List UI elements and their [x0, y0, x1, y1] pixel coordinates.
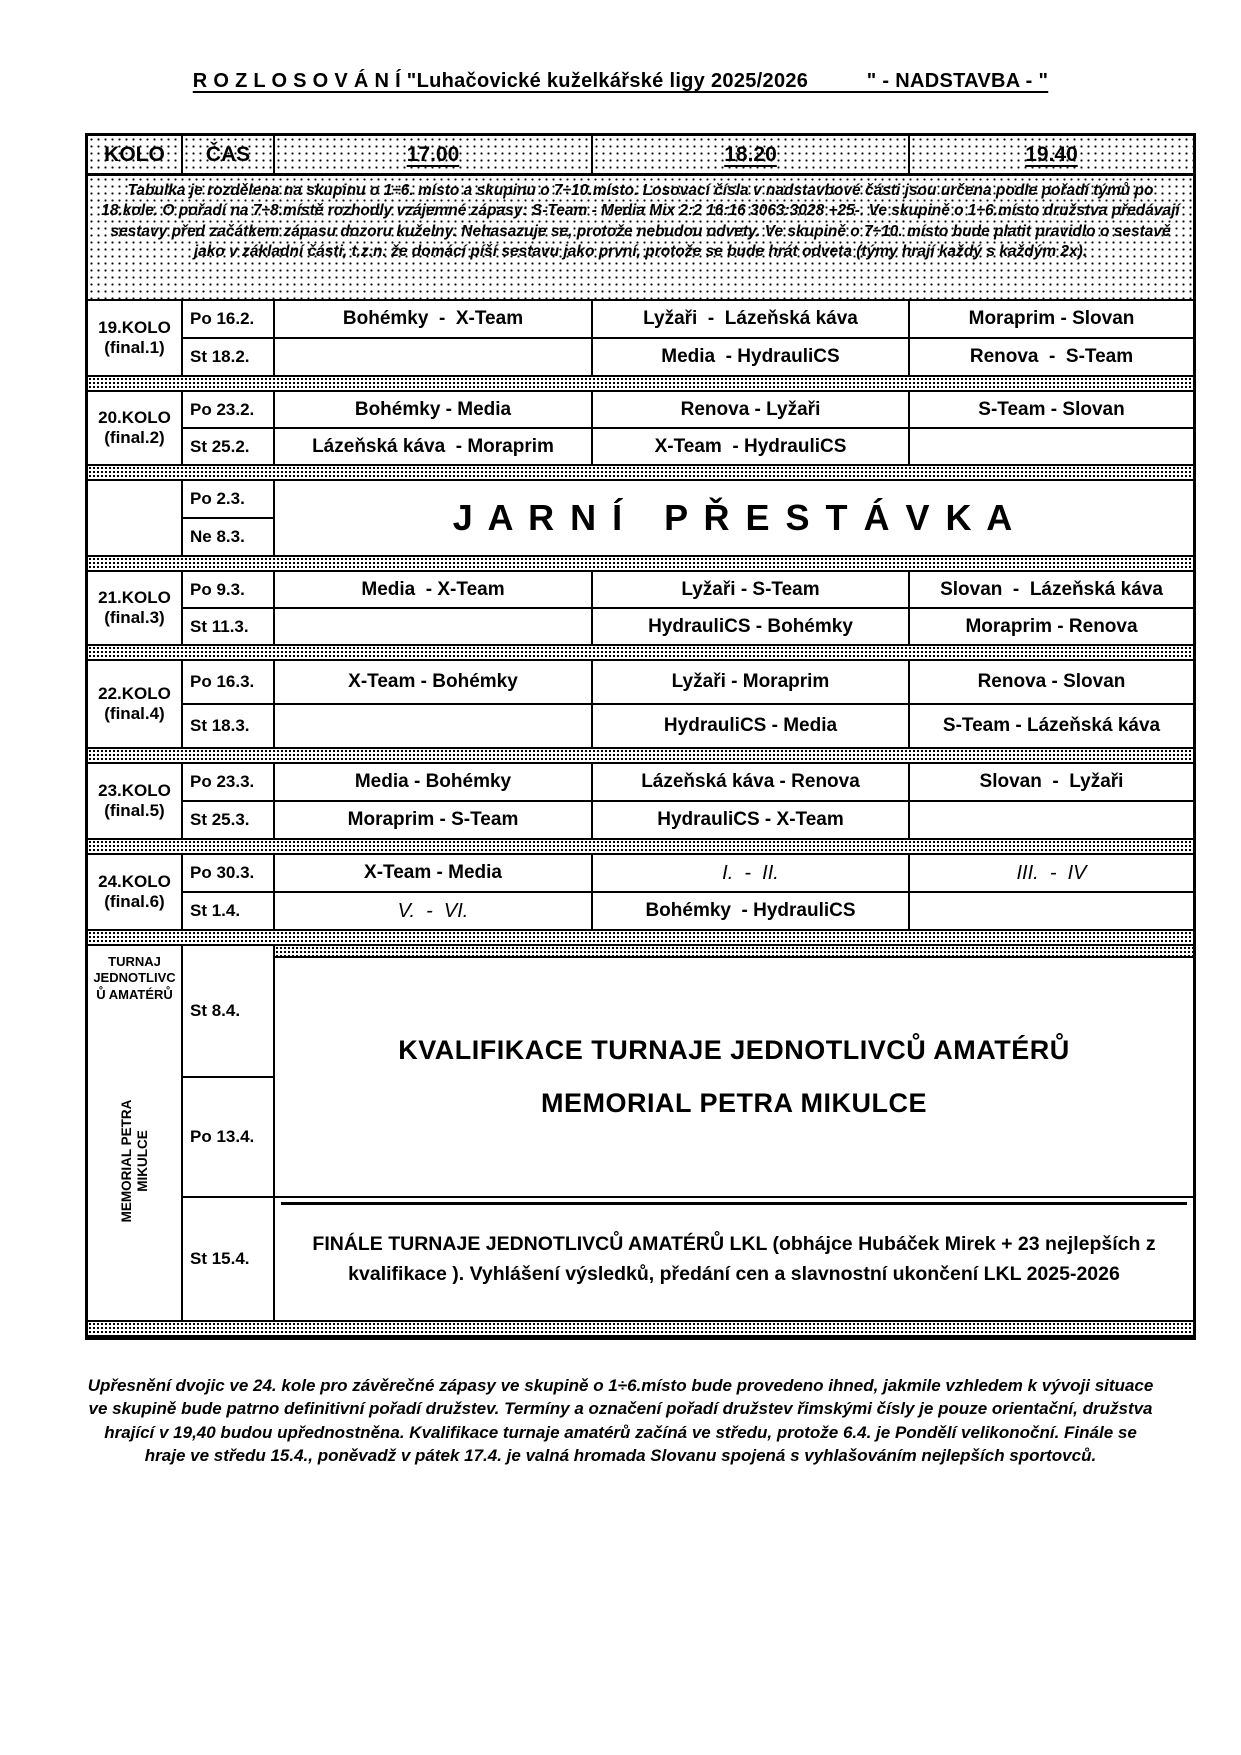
separator-row [88, 749, 1193, 764]
match-cell-placeholder: III. - IV [910, 855, 1193, 893]
tournament-left-vertical-label: MEMORIAL PETRA MIKULCE [118, 1100, 150, 1223]
date-cell: Po 23.3. [183, 764, 275, 802]
match-cell-empty [910, 429, 1193, 466]
date-cell: St 18.2. [183, 339, 275, 377]
round-final: (final.6) [104, 892, 165, 911]
match-cell: Bohémky - HydrauliCS [593, 893, 910, 931]
qualification-line-2: MEMORIAL PETRA MIKULCE [541, 1088, 927, 1118]
match-cell: S-Team - Slovan [910, 392, 1193, 429]
intro-note: Tabulka je rozdělena na skupinu o 1÷6. místo a skupinu o 7÷10.místo. Losovací čísla v nadstavbové části jsou určena podle pořadí týmů po 18.kole. O pořadí na 7÷8.místě rozhodly vzájemné zápasy: S-Team - Media Mix 2:2 16:16 3063:3028 +25-. Ve skupině o 1÷6.místo družstva předávají sestavy před začátkem zápasu dozoru kuželny. Nehasazuje se, protože nebudou odvety. Ve skupině o 7÷10. místo bude platit pravidlo o sestavě jako v základní části, t.z.n. že domácí píší sestavu jako první, protože se bude hrát odveta (týmy hrají každý s každým 2x). [88, 176, 1193, 301]
date-cell: St 18.3. [183, 705, 275, 749]
separator-row [88, 646, 1193, 661]
match-cell-empty [910, 893, 1193, 931]
match-cell: HydrauliCS - X-Team [593, 802, 910, 840]
match-cell: Bohémky - Media [275, 392, 593, 429]
tournament-left-title: TURNAJ JEDNOTLIVCŮ AMATÉRŮ [93, 954, 176, 1002]
round-number: 19.KOLO [98, 317, 171, 337]
date-cell: Po 30.3. [183, 855, 275, 893]
separator-row [88, 931, 1193, 946]
header-time-17 [275, 136, 593, 176]
match-cell: X-Team - HydrauliCS [593, 429, 910, 466]
match-cell: Renova - S-Team [910, 339, 1193, 377]
match-cell: Slovan - Lyžaři [910, 764, 1193, 802]
round-label-24 [88, 855, 183, 931]
round-number: 23.KOLO [98, 780, 171, 800]
qualification-cell [275, 946, 1193, 1198]
match-cell-empty [275, 339, 593, 377]
match-cell: Lázeňská káva - Moraprim [275, 429, 593, 466]
footer-note: Upřesnění dvojic ve 24. kole pro závěrečné zápasy ve skupině o 1÷6.místo bude provedeno ihned, jakmile vzhledem k vývoji situace ve skupině bude patrno definitivní pořadí družstev. Termíny a označení pořadí družstev řimskými čísly je pouze orientační, družstva hrající v 19,40 budou upřednostněna. Kvalifikace turnaje amatérů začíná ve středu, protože 6.4. je Pondělí velikonoční. Finále se hraje ve středu 15.4., poněvadž v pátek 17.4. je valná hromada Slovanu spojená s vyhlašováním nejlepších sportovců. [87, 1376, 1154, 1466]
match-cell: Bohémky - X-Team [275, 301, 593, 339]
round-number: 22.KOLO [98, 683, 171, 703]
finale-cell [275, 1198, 1193, 1322]
date-cell: Po 16.3. [183, 661, 275, 705]
date-cell: Po 16.2. [183, 301, 275, 339]
finale-text: FINÁLE TURNAJE JEDNOTLIVCŮ AMATÉRŮ LKL (obhájce Hubáček Mirek + 23 nejlepších z kvalifikace ). Vyhlášení výsledků, předání cen a slavnostní ukončení LKL 2025-2026 [281, 1202, 1187, 1314]
match-cell-empty [275, 705, 593, 749]
match-cell: Media - X-Team [275, 572, 593, 609]
round-final: (final.5) [104, 801, 165, 820]
page-title: R O Z L O S O V Á N Í "Luhačovické kuželkářské ligy 2025/2026 " - NADSTAVBA - " [192, 70, 1049, 92]
time-label: 18.20 [724, 142, 777, 166]
tournament-left-column [88, 946, 183, 1322]
match-cell: HydrauliCS - Media [593, 705, 910, 749]
match-cell: X-Team - Media [275, 855, 593, 893]
date-cell: St 15.4. [183, 1198, 275, 1322]
match-cell: Moraprim - Renova [910, 609, 1193, 646]
schedule-table [85, 133, 1196, 1340]
round-label-20 [88, 392, 183, 466]
match-cell-empty [910, 802, 1193, 840]
separator-row [88, 466, 1193, 481]
match-cell: Media - HydrauliCS [593, 339, 910, 377]
match-cell-placeholder: V. - VI. [275, 893, 593, 931]
date-cell: Po 2.3. [183, 481, 275, 519]
match-cell: X-Team - Bohémky [275, 661, 593, 705]
tournament-left-vertical-wrap [88, 1003, 181, 1320]
date-cell: St 11.3. [183, 609, 275, 646]
match-cell-placeholder: I. - II. [593, 855, 910, 893]
match-cell: S-Team - Lázeňská káva [910, 705, 1193, 749]
match-cell: Lyžaři - Moraprim [593, 661, 910, 705]
time-label: 17.00 [406, 142, 460, 166]
match-cell: Media - Bohémky [275, 764, 593, 802]
date-cell: Po 9.3. [183, 572, 275, 609]
round-label-21 [88, 572, 183, 646]
match-cell: Renova - Slovan [910, 661, 1193, 705]
round-label-19 [88, 301, 183, 377]
qualification-text [275, 958, 1193, 1196]
spring-break-banner: J A R N Í P Ř E S T Á V K A [275, 481, 1193, 557]
match-cell: Lyžaři - Lázeňská káva [593, 301, 910, 339]
round-number: 20.KOLO [98, 407, 171, 427]
round-label-23 [88, 764, 183, 840]
match-cell: Lyžaři - S-Team [593, 572, 910, 609]
break-round-empty [88, 481, 183, 557]
date-cell: Po 23.2. [183, 392, 275, 429]
header-time-18 [593, 136, 910, 176]
round-number: 21.KOLO [98, 587, 171, 607]
date-cell: St 25.3. [183, 802, 275, 840]
separator-row [88, 840, 1193, 855]
date-cell: St 1.4. [183, 893, 275, 931]
separator-row [88, 377, 1193, 392]
header-cas: ČAS [183, 136, 275, 176]
match-cell: HydrauliCS - Bohémky [593, 609, 910, 646]
header-kolo: KOLO [88, 136, 183, 176]
separator-row [88, 557, 1193, 572]
separator-row-bottom [88, 1322, 1193, 1337]
round-label-22 [88, 661, 183, 749]
date-cell: St 25.2. [183, 429, 275, 466]
round-final: (final.1) [104, 338, 165, 357]
round-final: (final.4) [104, 704, 165, 723]
match-cell: Moraprim - S-Team [275, 802, 593, 840]
match-cell: Slovan - Lázeňská káva [910, 572, 1193, 609]
match-cell: Moraprim - Slovan [910, 301, 1193, 339]
match-cell-empty [275, 609, 593, 646]
time-label: 19.40 [1025, 142, 1078, 166]
date-cell: Ne 8.3. [183, 519, 275, 557]
round-final: (final.3) [104, 608, 165, 627]
match-cell: Lázeňská káva - Renova [593, 764, 910, 802]
round-number: 24.KOLO [98, 871, 171, 891]
qualification-top-strip [275, 946, 1193, 958]
qualification-line-1: KVALIFIKACE TURNAJE JEDNOTLIVCŮ AMATÉRŮ [398, 1035, 1070, 1065]
date-cell: St 8.4. [183, 946, 275, 1078]
date-cell: Po 13.4. [183, 1078, 275, 1198]
header-time-19 [910, 136, 1193, 176]
match-cell: Renova - Lyžaři [593, 392, 910, 429]
round-final: (final.2) [104, 428, 165, 447]
